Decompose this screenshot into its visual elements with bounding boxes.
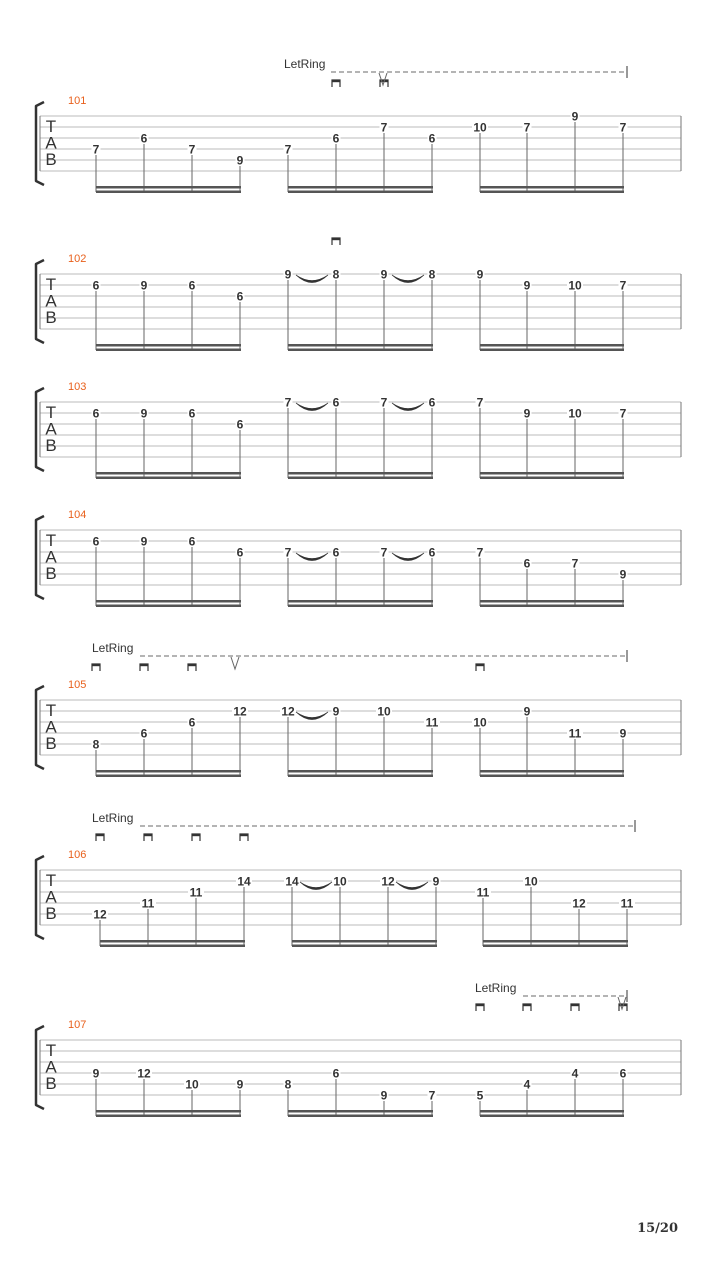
fret-number: 14 [237,874,251,889]
tab-clef-a: A [45,887,57,907]
beam [100,940,245,943]
slur [396,882,428,890]
beam [480,344,624,347]
pick-downstroke-icon [144,834,152,836]
tab-clef-b: B [45,1074,57,1093]
fret-number: 9 [571,109,579,124]
beam [96,770,241,773]
tab-clef-b: B [45,904,57,923]
system-104 [36,509,681,607]
fret-number: 6 [188,534,196,549]
beam [96,775,241,778]
fret-number: 10 [568,406,582,421]
beam [96,600,241,603]
fret-number: 7 [428,1088,436,1103]
beam [96,1115,241,1118]
beam [483,945,628,948]
fret-number: 7 [380,120,388,135]
fret-number: 10 [473,120,487,135]
fret-number: 9 [140,278,148,293]
let-ring-wedge-icon [231,657,239,669]
tab-clef-t: T [45,403,57,422]
beam [96,1110,241,1113]
beam [288,344,433,347]
let-ring-label: LetRing [284,57,326,71]
fret-number: 8 [332,267,340,282]
tab-clef-t: T [45,871,57,890]
fret-number: 7 [476,395,484,410]
fret-number: 9 [476,267,484,282]
tab-clef-a: A [45,419,57,439]
fret-number: 8 [428,267,436,282]
let-ring-label: LetRing [92,811,134,825]
fret-number: 8 [284,1077,292,1092]
measure-number: 105 [68,679,87,691]
fret-number: 7 [619,406,627,421]
fret-number: 6 [332,545,340,560]
fret-number: 6 [92,406,100,421]
beam [96,477,241,480]
system-106 [36,811,681,947]
beam [480,775,624,778]
beam [288,600,433,603]
pick-downstroke-icon [92,664,100,666]
tab-clef-t: T [45,531,57,550]
fret-number: 11 [568,726,582,741]
beam [292,945,437,948]
fret-number: 11 [189,885,203,900]
beam [96,186,241,189]
pick-downstroke-icon [476,664,484,666]
page-number: 15/20 [637,1221,678,1236]
beam [292,940,437,943]
fret-number: 7 [619,120,627,135]
beam [480,1110,624,1113]
fret-number: 9 [236,153,244,168]
tab-clef-a: A [45,547,57,567]
fret-number: 6 [523,556,531,571]
fret-number: 6 [92,534,100,549]
fret-number: 7 [571,556,579,571]
fret-number: 10 [333,874,347,889]
fret-number: 7 [284,545,292,560]
fret-number: 6 [140,726,148,741]
fret-number: 9 [140,406,148,421]
system-105 [36,641,681,777]
fret-number: 9 [380,1088,388,1103]
system-103 [36,381,681,479]
beam [480,770,624,773]
tab-clef-b: B [45,150,57,169]
pick-downstroke-icon [476,1004,484,1006]
fret-number: 6 [236,545,244,560]
fret-number: 6 [188,406,196,421]
beam [288,349,433,352]
slur [392,403,424,411]
beam [288,775,433,778]
fret-number: 6 [428,545,436,560]
fret-number: 10 [377,704,391,719]
fret-number: 6 [428,131,436,146]
let-ring-label: LetRing [92,641,134,655]
fret-number: 7 [188,142,196,157]
beam [480,472,624,475]
beam [96,605,241,608]
slur [296,275,328,283]
beam [480,600,624,603]
measure-number: 104 [68,509,87,521]
fret-number: 11 [620,896,634,911]
fret-number: 4 [523,1077,531,1092]
pick-downstroke-icon [140,664,148,666]
beam [96,472,241,475]
tab-clef-a: A [45,133,57,153]
fret-number: 10 [568,278,582,293]
beam [288,191,433,194]
system-107 [36,981,681,1117]
fret-number: 6 [92,278,100,293]
fret-number: 6 [236,417,244,432]
fret-number: 11 [425,715,439,730]
fret-number: 9 [284,267,292,282]
beam [480,349,624,352]
beam [480,186,624,189]
measure-number: 106 [68,849,87,861]
fret-number: 7 [380,545,388,560]
beam [480,605,624,608]
pick-downstroke-icon [332,80,340,82]
fret-number: 7 [523,120,531,135]
fret-number: 6 [188,715,196,730]
slur [296,403,328,411]
fret-number: 6 [332,1066,340,1081]
measure-number: 101 [68,95,87,107]
fret-number: 12 [281,704,295,719]
slur [300,882,332,890]
beam [480,477,624,480]
pick-downstroke-icon [188,664,196,666]
fret-number: 6 [428,395,436,410]
fret-number: 5 [476,1088,484,1103]
slur [296,553,328,561]
pick-downstroke-icon [240,834,248,836]
fret-number: 10 [524,874,538,889]
fret-number: 6 [332,131,340,146]
slur [392,553,424,561]
system-101 [36,57,681,193]
fret-number: 7 [619,278,627,293]
fret-number: 7 [92,142,100,157]
fret-number: 9 [523,704,531,719]
pick-downstroke-icon [96,834,104,836]
tab-clef-t: T [45,701,57,720]
beam [288,477,433,480]
fret-number: 8 [92,737,100,752]
beam [288,186,433,189]
fret-number: 9 [523,406,531,421]
beam [480,191,624,194]
tab-clef-t: T [45,1041,57,1060]
fret-number: 7 [476,545,484,560]
measure-number: 107 [68,1019,87,1031]
tab-clef-a: A [45,717,57,737]
tab-clef-t: T [45,275,57,294]
tab-clef-a: A [45,291,57,311]
beam [96,191,241,194]
fret-number: 7 [380,395,388,410]
measure-number: 103 [68,381,87,393]
fret-number: 9 [236,1077,244,1092]
fret-number: 4 [571,1066,579,1081]
beam [96,344,241,347]
beam [288,1110,433,1113]
fret-number: 6 [332,395,340,410]
fret-number: 12 [137,1066,151,1081]
fret-number: 10 [185,1077,199,1092]
beam [288,770,433,773]
tab-clef-b: B [45,436,57,455]
fret-number: 6 [188,278,196,293]
beam [483,940,628,943]
tab-clef-t: T [45,117,57,136]
fret-number: 11 [476,885,490,900]
fret-number: 6 [236,289,244,304]
fret-number: 9 [523,278,531,293]
slur [392,275,424,283]
fret-number: 12 [381,874,395,889]
beam [96,349,241,352]
fret-number: 12 [93,907,107,922]
beam [288,1115,433,1118]
slur [296,712,328,720]
fret-number: 9 [619,726,627,741]
fret-number: 9 [380,267,388,282]
fret-number: 7 [284,395,292,410]
beam [288,472,433,475]
beam [100,945,245,948]
fret-number: 14 [285,874,299,889]
beam [480,1115,624,1118]
fret-number: 6 [619,1066,627,1081]
fret-number: 9 [140,534,148,549]
fret-number: 9 [332,704,340,719]
tab-clef-b: B [45,308,57,327]
fret-number: 9 [619,567,627,582]
pick-downstroke-icon [332,238,340,240]
measure-number: 102 [68,253,87,265]
fret-number: 9 [432,874,440,889]
fret-number: 6 [140,131,148,146]
pick-downstroke-icon [192,834,200,836]
pick-downstroke-icon [523,1004,531,1006]
fret-number: 10 [473,715,487,730]
tab-clef-b: B [45,564,57,583]
pick-downstroke-icon [571,1004,579,1006]
fret-number: 12 [233,704,247,719]
beam [288,605,433,608]
fret-number: 12 [572,896,586,911]
system-102 [36,238,681,351]
tab-clef-a: A [45,1057,57,1077]
let-ring-label: LetRing [475,981,517,995]
fret-number: 11 [141,896,155,911]
tab-clef-b: B [45,734,57,753]
fret-number: 7 [284,142,292,157]
fret-number: 9 [92,1066,100,1081]
